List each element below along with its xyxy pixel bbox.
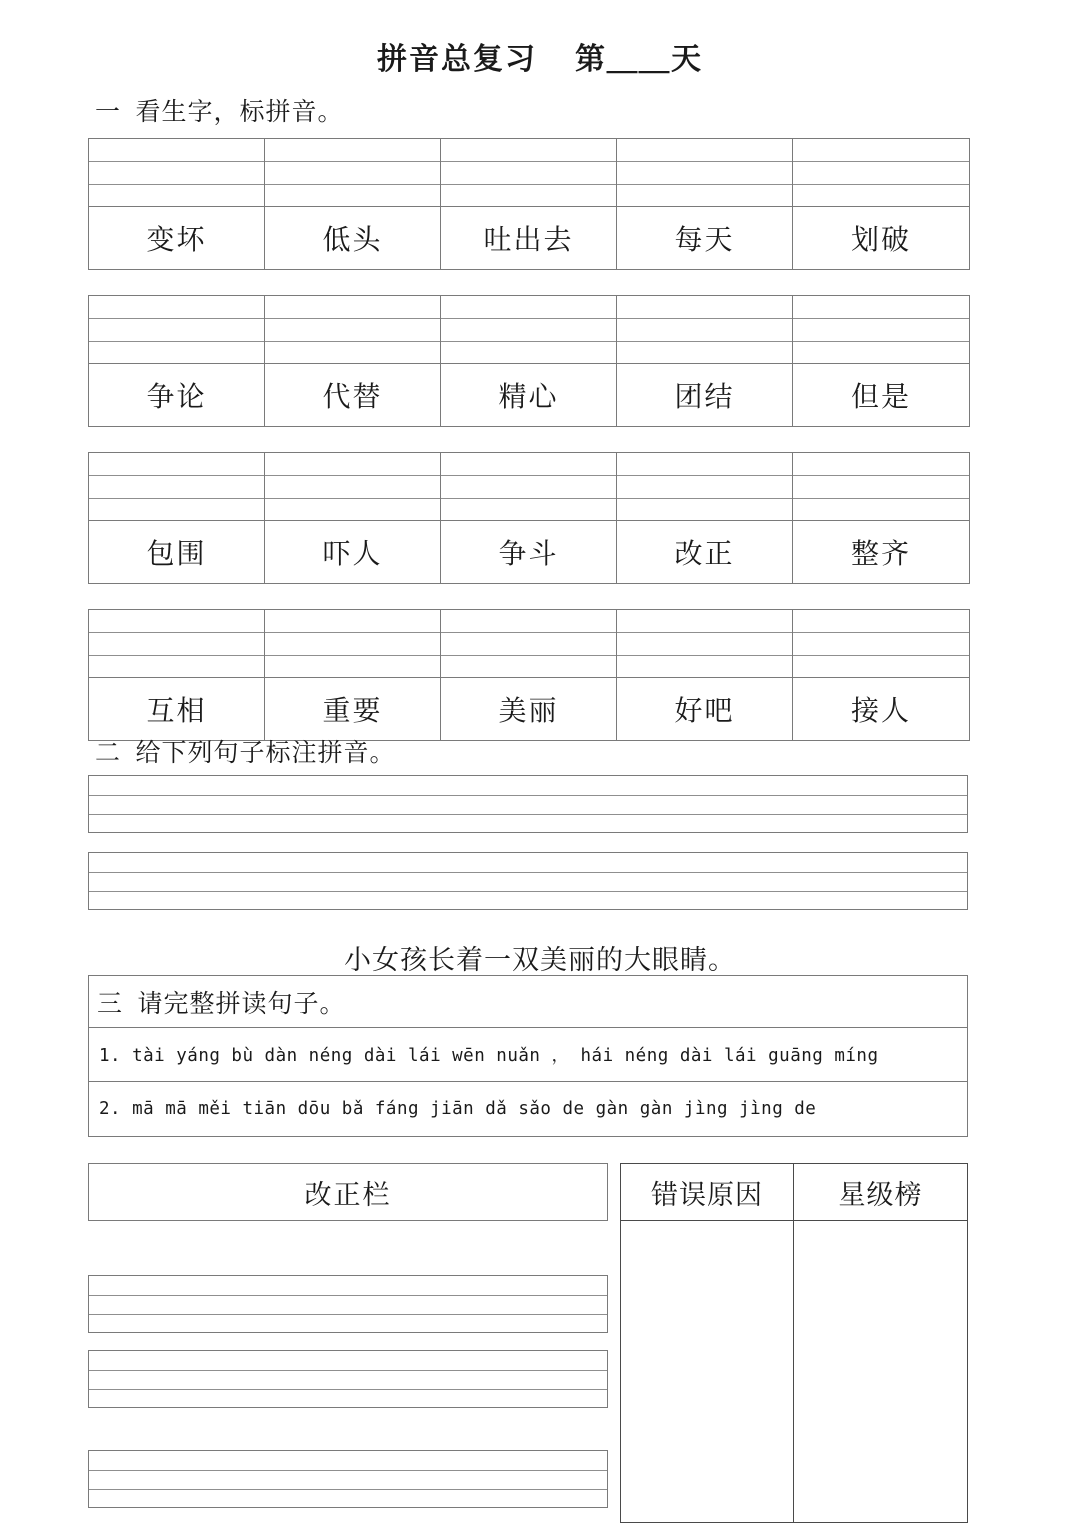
word-cell: 变坏 (146, 225, 207, 256)
word-cell: 精心 (498, 382, 559, 413)
pinyin-writing-grid[interactable] (441, 610, 616, 678)
word-cell: 美丽 (498, 696, 559, 727)
pinyin-writing-grid[interactable] (89, 453, 264, 521)
word-table-row-2 (88, 295, 970, 427)
word-column (617, 139, 793, 269)
word-column (265, 139, 441, 269)
star-rank-body[interactable] (794, 1221, 967, 1522)
pinyin-writing-grid[interactable] (441, 453, 616, 521)
word-table-row-1 (88, 138, 970, 270)
page-title: 拼音总复习 第＿＿天 (377, 43, 703, 76)
error-reason-header: 错误原因 (621, 1164, 793, 1221)
word-cell: 吐出去 (483, 225, 574, 256)
pinyin-writing-grid[interactable] (89, 139, 264, 207)
error-reason-column (621, 1164, 794, 1522)
word-column (265, 610, 441, 740)
star-rank-header: 星级榜 (794, 1164, 967, 1221)
pinyin-sentence-row-1 (89, 1028, 967, 1082)
section-three-heading: 三 请完整拼读句子。 (89, 976, 967, 1028)
word-column (793, 610, 969, 740)
word-column (617, 453, 793, 583)
word-column (265, 453, 441, 583)
word-cell: 争斗 (498, 539, 559, 570)
pinyin-writing-grid[interactable] (265, 610, 440, 678)
word-column (441, 296, 617, 426)
word-column (89, 453, 265, 583)
correction-writing-block-1[interactable] (88, 1275, 608, 1333)
word-column (265, 296, 441, 426)
pinyin-sentence-text: 1. tài yáng bù dàn néng dài lái wēn nuǎn ， hái néng dài lái guāng míng (99, 1046, 879, 1066)
word-cell: 重要 (322, 696, 383, 727)
correction-writing-block-3[interactable] (88, 1450, 608, 1508)
star-rank-column (794, 1164, 967, 1522)
word-cell: 吓人 (322, 539, 383, 570)
pinyin-writing-grid[interactable] (793, 610, 969, 678)
word-cell: 代替 (322, 382, 383, 413)
error-reason-body[interactable] (621, 1221, 793, 1522)
word-table-row-4 (88, 609, 970, 741)
word-column (617, 296, 793, 426)
pinyin-writing-grid[interactable] (793, 139, 969, 207)
word-cell: 整齐 (850, 539, 911, 570)
word-column (793, 453, 969, 583)
word-cell: 每天 (674, 225, 735, 256)
pinyin-writing-grid[interactable] (441, 296, 616, 364)
word-column (793, 296, 969, 426)
word-cell: 接人 (850, 696, 911, 727)
pinyin-writing-grid[interactable] (441, 139, 616, 207)
pinyin-writing-grid[interactable] (793, 296, 969, 364)
sentence-writing-block-2[interactable] (88, 852, 968, 910)
word-cell: 低头 (322, 225, 383, 256)
word-column (89, 296, 265, 426)
word-column (441, 139, 617, 269)
correction-column-header: 改正栏 (88, 1163, 608, 1221)
sentence-writing-block-1[interactable] (88, 775, 968, 833)
word-column (793, 139, 969, 269)
word-cell: 但是 (850, 382, 911, 413)
section-three-box (88, 975, 968, 1137)
example-sentence: 小女孩长着一双美丽的大眼睛。 (344, 945, 736, 975)
word-cell: 划破 (850, 225, 911, 256)
word-table-row-3 (88, 452, 970, 584)
word-column (617, 610, 793, 740)
section-two-heading: 二 给下列句子标注拼音。 (95, 740, 396, 767)
pinyin-writing-grid[interactable] (617, 610, 792, 678)
word-cell: 改正 (674, 539, 735, 570)
word-column (89, 610, 265, 740)
pinyin-sentence-text: 2. mā mā měi tiān dōu bǎ fáng jiān dǎ sǎo de gàn gàn jìng jìng de (99, 1099, 817, 1119)
word-column (441, 453, 617, 583)
pinyin-writing-grid[interactable] (617, 453, 792, 521)
pinyin-writing-grid[interactable] (89, 296, 264, 364)
pinyin-writing-grid[interactable] (793, 453, 969, 521)
word-cell: 互相 (146, 696, 207, 727)
word-cell: 争论 (146, 382, 207, 413)
word-cell: 团结 (674, 382, 735, 413)
correction-writing-block-2[interactable] (88, 1350, 608, 1408)
pinyin-writing-grid[interactable] (617, 296, 792, 364)
pinyin-sentence-row-2 (89, 1082, 967, 1136)
word-column (441, 610, 617, 740)
pinyin-writing-grid[interactable] (89, 610, 264, 678)
section-one-heading: 一 看生字，标拼音。 (95, 99, 344, 126)
rating-table (620, 1163, 968, 1523)
pinyin-writing-grid[interactable] (617, 139, 792, 207)
word-cell: 包围 (146, 539, 207, 570)
pinyin-writing-grid[interactable] (265, 296, 440, 364)
word-cell: 好吧 (674, 696, 735, 727)
word-column (89, 139, 265, 269)
pinyin-writing-grid[interactable] (265, 139, 440, 207)
pinyin-writing-grid[interactable] (265, 453, 440, 521)
